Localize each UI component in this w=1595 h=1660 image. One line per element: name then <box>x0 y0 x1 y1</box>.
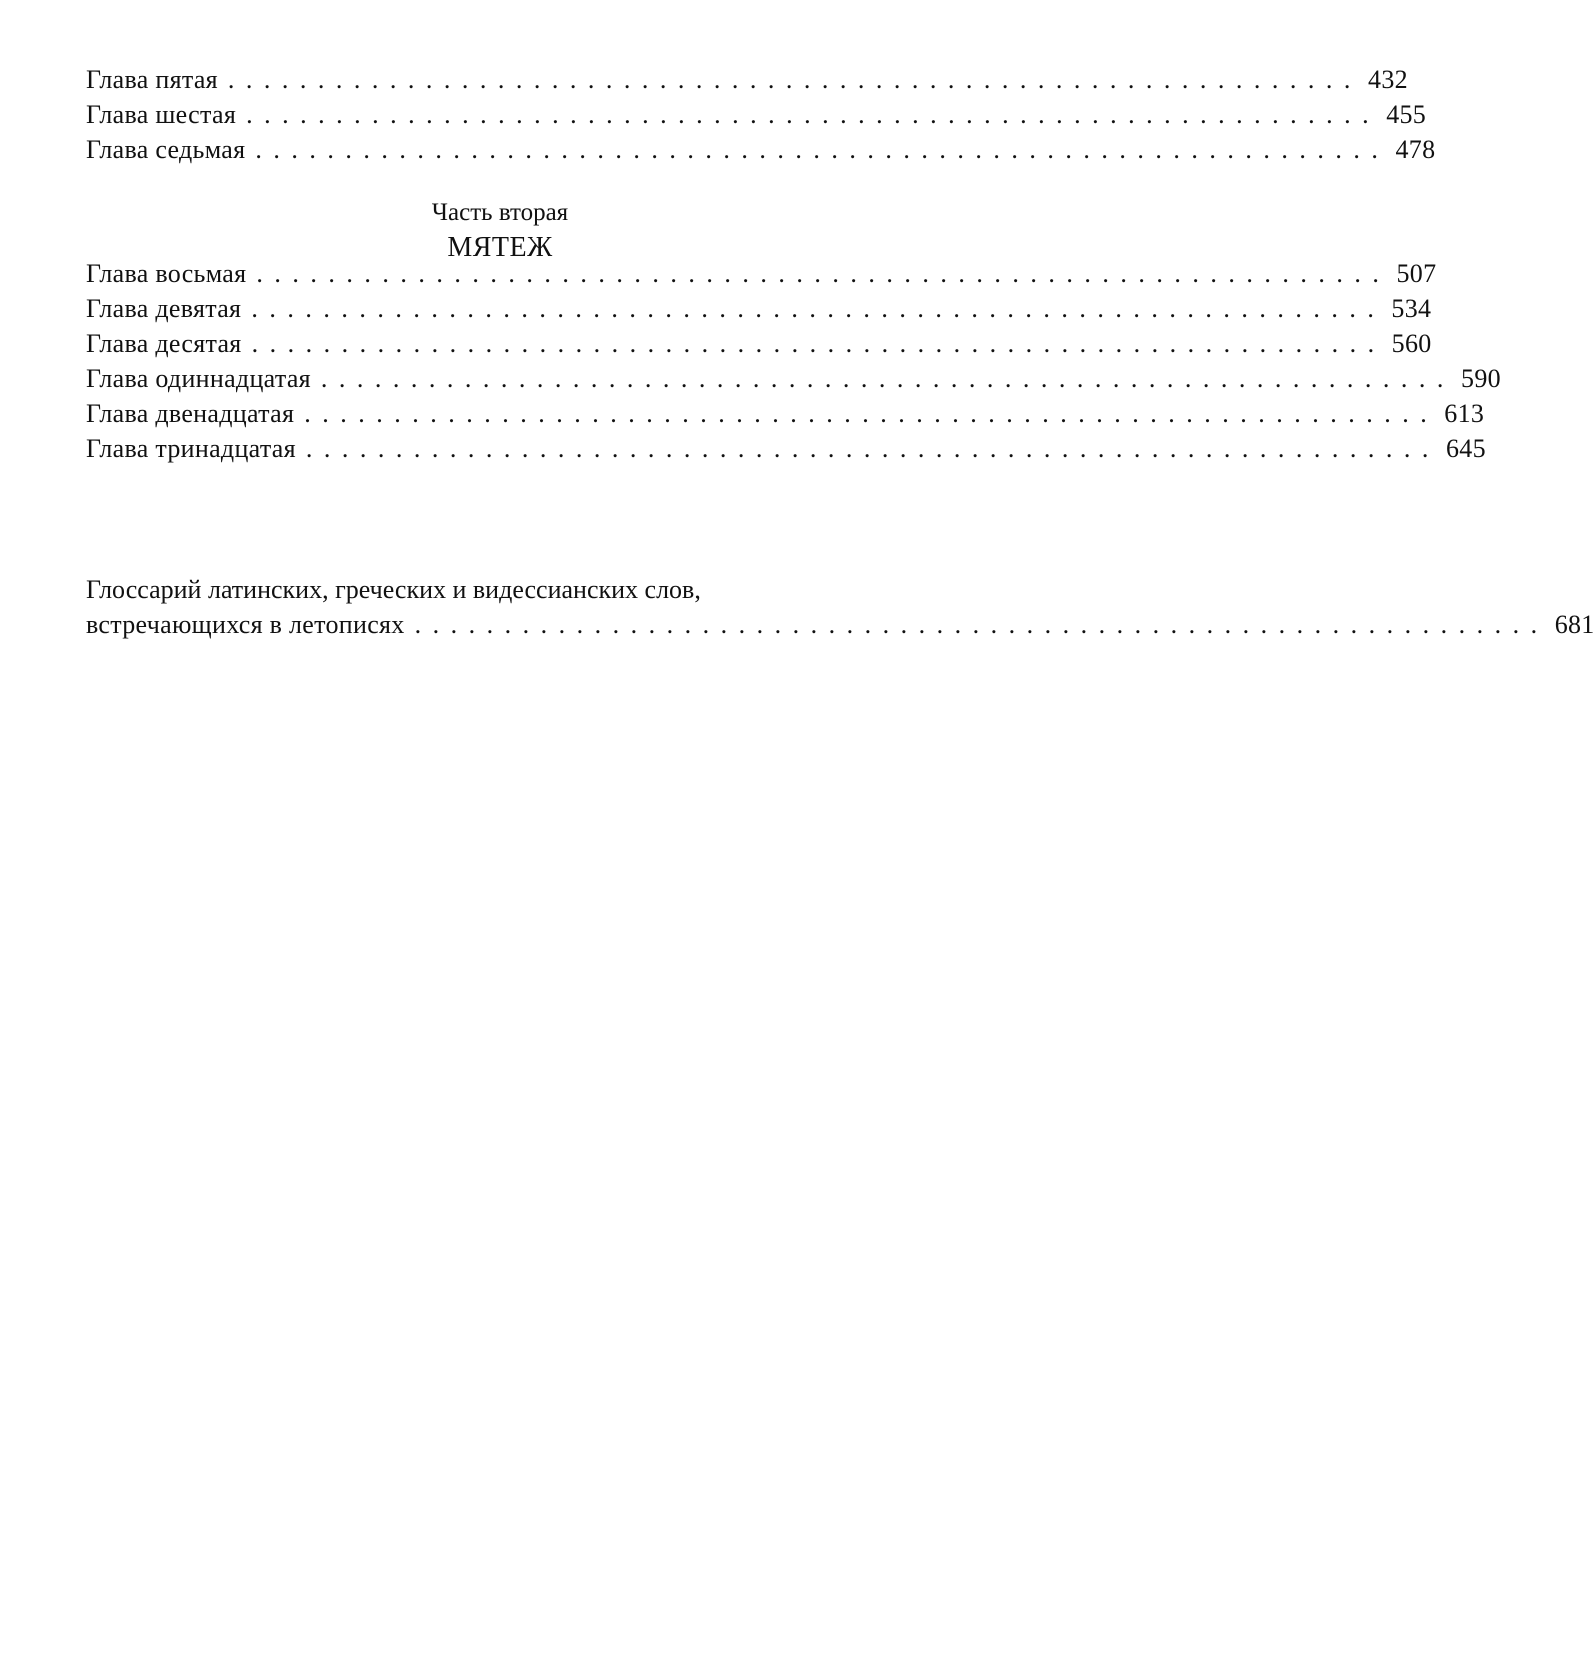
toc-entry-page: 534 <box>1391 294 1432 323</box>
toc-entry-title: Глава девятая <box>86 294 242 323</box>
toc-entry-title: Глава тринадцатая <box>86 434 296 463</box>
toc-entry[interactable] <box>86 361 1501 396</box>
toc-leader-dots: ............................................................... <box>305 434 1440 463</box>
toc-entry-page: 613 <box>1444 399 1485 428</box>
toc-entry-title: Глава одиннадцатая <box>86 364 311 393</box>
toc-entry-page: 507 <box>1396 259 1437 288</box>
toc-entry-title: Глава пятая <box>86 65 218 94</box>
toc-leader-dots: ............................................................... <box>251 329 1386 358</box>
toc-leader-dots: ............................................................... <box>414 610 1549 639</box>
toc-entry-title: Глава шестая <box>86 100 237 129</box>
toc-entry-title: Глава двенадцатая <box>86 399 295 428</box>
glossary-title-line2: встречающихся в летописях <box>86 610 405 639</box>
toc-entry[interactable] <box>86 62 1408 97</box>
toc-leader-dots: ............................................................... <box>251 294 1386 323</box>
toc-entry-page: 645 <box>1446 434 1486 463</box>
toc-entry[interactable] <box>86 97 1427 132</box>
toc-entry-title: Глава десятая <box>86 329 242 358</box>
toc-entry[interactable] <box>86 326 1432 361</box>
glossary-entry[interactable] <box>86 572 1595 642</box>
part-label: Часть вторая <box>431 199 569 226</box>
toc-leader-dots: ............................................................... <box>320 364 1455 393</box>
toc-entry-page: 432 <box>1368 65 1408 94</box>
toc-entry-title: Глава седьмая <box>86 135 246 164</box>
toc-entry-page: 560 <box>1391 329 1432 358</box>
glossary-title-line1: Глоссарий латинских, греческих и видессианских слов, <box>86 575 701 604</box>
toc-entry[interactable] <box>86 256 1437 291</box>
toc-entry[interactable] <box>86 291 1432 326</box>
part-title: МЯТЕЖ <box>447 232 553 263</box>
toc-entry-title: Глава восьмая <box>86 259 247 288</box>
toc-entry-page: 590 <box>1461 364 1501 393</box>
toc-part-two-list <box>86 256 1501 466</box>
toc-part-one-list <box>86 62 1436 167</box>
toc-leader-dots: ............................................................... <box>227 65 1362 94</box>
toc-entry-page: 455 <box>1386 100 1427 129</box>
toc-entry[interactable] <box>86 431 1486 466</box>
toc-leader-dots: ............................................................... <box>256 259 1391 288</box>
toc-entry[interactable] <box>86 396 1485 431</box>
glossary-title-line2-row <box>86 607 1595 642</box>
toc-leader-dots: ............................................................... <box>304 399 1439 428</box>
toc-leader-dots: ............................................................... <box>255 135 1390 164</box>
toc-leader-dots: ............................................................... <box>246 100 1381 129</box>
glossary-page: 681 <box>1554 610 1595 639</box>
toc-entry[interactable] <box>86 132 1436 167</box>
toc-entry-page: 478 <box>1395 135 1436 164</box>
